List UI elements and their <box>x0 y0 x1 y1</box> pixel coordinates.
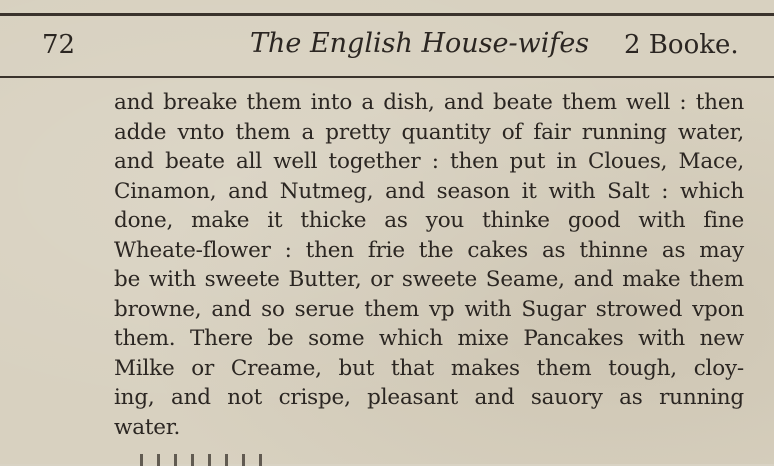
text-line: done, make it thicke as you thinke good with fine <box>114 208 744 233</box>
cropped-glyph <box>242 454 245 466</box>
book-number: 2 Booke. <box>624 30 739 60</box>
text-line: Cinamon, and Nutmeg, and season it with Salt : which <box>114 178 744 204</box>
cropped-glyph <box>157 454 160 466</box>
header-top-rule <box>0 13 774 16</box>
text-line: browne, and so serue them vp with Sugar strowed vpon <box>114 296 744 322</box>
text-line: ing, and not crispe, pleasant and sauory as running <box>114 385 744 410</box>
cropped-glyph <box>225 454 228 466</box>
page-number: 72 <box>42 30 76 60</box>
text-line: and breake them into a dish, and beate them well : then <box>114 90 744 115</box>
cropped-glyph <box>208 454 211 466</box>
cropped-glyph <box>174 454 177 466</box>
cropped-glyph <box>191 454 194 466</box>
body-text <box>114 88 744 442</box>
text-line: be with sweete Butter, or sweete Seame, and make them <box>114 267 744 292</box>
running-title: The English House-wifes <box>250 28 590 59</box>
text-line: them. There be some which mixe Pancakes with new <box>114 326 744 351</box>
text-line: Milke or Creame, but that makes them tough, cloy- <box>114 355 744 381</box>
text-line: Wheate-flower : then frie the cakes as thinne as may <box>114 237 744 263</box>
text-line: water. <box>114 414 181 440</box>
cropped-next-line <box>140 454 680 466</box>
header-bottom-rule <box>0 76 774 78</box>
text-line: and beate all well together : then put in Cloues, Mace, <box>114 149 744 174</box>
page-header <box>0 24 774 70</box>
text-line: adde vnto them a pretty quantity of fair running water, <box>114 119 744 145</box>
cropped-glyph <box>259 454 262 466</box>
cropped-glyph <box>140 454 143 466</box>
